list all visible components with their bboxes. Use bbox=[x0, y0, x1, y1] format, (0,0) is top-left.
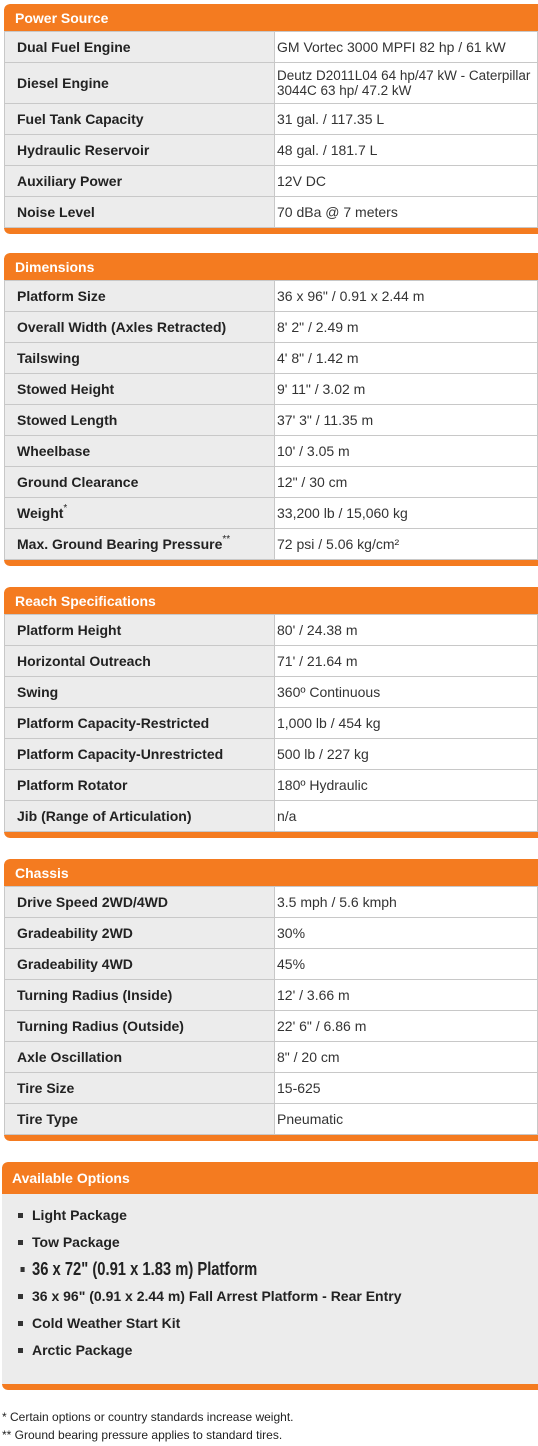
section-title: Reach Specifications bbox=[4, 587, 538, 614]
option-label: Tow Package bbox=[32, 1234, 120, 1250]
square-bullet-icon bbox=[21, 1267, 25, 1272]
row-label: Wheelbase bbox=[5, 436, 275, 467]
row-value: 33,200 lb / 15,060 kg bbox=[275, 498, 538, 529]
row-label: Horizontal Outreach bbox=[5, 646, 275, 677]
row-value: 180º Hydraulic bbox=[275, 770, 538, 801]
power-source-section bbox=[4, 4, 538, 234]
row-label: Platform Capacity-Unrestricted bbox=[5, 739, 275, 770]
row-value: 80' / 24.38 m bbox=[275, 615, 538, 646]
row-value: Deutz D2011L04 64 hp/47 kW - Caterpillar 3044C 63 hp/ 47.2 kW bbox=[275, 63, 538, 104]
row-value: 1,000 lb / 454 kg bbox=[275, 708, 538, 739]
section-footer-bar bbox=[4, 560, 538, 566]
row-label: Auxiliary Power bbox=[5, 166, 275, 197]
table-row bbox=[5, 312, 538, 343]
table-row bbox=[5, 343, 538, 374]
row-value: 36 x 96" / 0.91 x 2.44 m bbox=[275, 281, 538, 312]
option-label: Arctic Package bbox=[32, 1342, 133, 1358]
row-value: GM Vortec 3000 MPFI 82 hp / 61 kW bbox=[275, 32, 538, 63]
table-row bbox=[5, 677, 538, 708]
row-value: 70 dBa @ 7 meters bbox=[275, 197, 538, 228]
list-item bbox=[2, 1229, 538, 1256]
row-label: Weight bbox=[17, 505, 64, 521]
row-label: Tire Size bbox=[5, 1073, 275, 1104]
table-row bbox=[5, 801, 538, 832]
section-footer-bar bbox=[4, 832, 538, 838]
row-label: Hydraulic Reservoir bbox=[5, 135, 275, 166]
section-title: Power Source bbox=[4, 4, 538, 31]
row-value: 500 lb / 227 kg bbox=[275, 739, 538, 770]
row-label: Tailswing bbox=[5, 343, 275, 374]
row-value: 4' 8" / 1.42 m bbox=[275, 343, 538, 374]
spec-table bbox=[4, 614, 538, 832]
row-value: 12V DC bbox=[275, 166, 538, 197]
table-row bbox=[5, 135, 538, 166]
list-item bbox=[2, 1310, 538, 1337]
row-label: Tire Type bbox=[5, 1104, 275, 1135]
spec-table bbox=[4, 886, 538, 1135]
row-label: Axle Oscillation bbox=[5, 1042, 275, 1073]
table-row bbox=[5, 63, 538, 104]
table-row bbox=[5, 770, 538, 801]
row-label: Gradeability 2WD bbox=[5, 918, 275, 949]
square-bullet-icon bbox=[18, 1294, 23, 1299]
section-footer-bar bbox=[4, 1135, 538, 1141]
reach-specifications-section bbox=[4, 587, 538, 838]
row-label: Diesel Engine bbox=[5, 63, 275, 104]
list-item bbox=[2, 1283, 538, 1310]
row-label: Dual Fuel Engine bbox=[5, 32, 275, 63]
table-row bbox=[5, 281, 538, 312]
table-row bbox=[5, 918, 538, 949]
section-footer-bar bbox=[2, 1384, 538, 1390]
table-row bbox=[5, 1042, 538, 1073]
square-bullet-icon bbox=[18, 1348, 23, 1353]
row-label: Swing bbox=[5, 677, 275, 708]
row-value: 71' / 21.64 m bbox=[275, 646, 538, 677]
row-value: Pneumatic bbox=[275, 1104, 538, 1135]
square-bullet-icon bbox=[18, 1321, 23, 1326]
table-row bbox=[5, 615, 538, 646]
row-label: Ground Clearance bbox=[5, 467, 275, 498]
list-item bbox=[2, 1202, 538, 1229]
section-footer-bar bbox=[4, 228, 538, 234]
row-value: 12' / 3.66 m bbox=[275, 980, 538, 1011]
row-value: 3.5 mph / 5.6 kmph bbox=[275, 887, 538, 918]
row-value: 31 gal. / 117.35 L bbox=[275, 104, 538, 135]
row-value: 10' / 3.05 m bbox=[275, 436, 538, 467]
row-label-cell bbox=[5, 529, 275, 560]
option-label: 36 x 72" (0.91 x 1.83 m) Platform bbox=[32, 1259, 258, 1279]
list-item bbox=[2, 1337, 538, 1364]
row-label: Turning Radius (Outside) bbox=[5, 1011, 275, 1042]
table-row bbox=[5, 646, 538, 677]
list-item bbox=[7, 1256, 447, 1283]
row-label: Gradeability 4WD bbox=[5, 949, 275, 980]
row-value: 72 psi / 5.06 kg/cm² bbox=[275, 529, 538, 560]
table-row bbox=[5, 197, 538, 228]
section-title: Chassis bbox=[4, 859, 538, 886]
table-row bbox=[5, 374, 538, 405]
row-label: Fuel Tank Capacity bbox=[5, 104, 275, 135]
footnote-ground-pressure: ** Ground bearing pressure applies to standard tires. bbox=[2, 1428, 283, 1442]
footnotes bbox=[2, 1408, 294, 1444]
table-row bbox=[5, 498, 538, 529]
table-row bbox=[5, 467, 538, 498]
chassis-section bbox=[4, 859, 538, 1141]
row-label: Max. Ground Bearing Pressure bbox=[17, 536, 223, 552]
row-value: 9' 11" / 3.02 m bbox=[275, 374, 538, 405]
table-row bbox=[5, 436, 538, 467]
row-label: Drive Speed 2WD/4WD bbox=[5, 887, 275, 918]
square-bullet-icon bbox=[18, 1213, 23, 1218]
row-label: Platform Size bbox=[5, 281, 275, 312]
footnote-marker: * bbox=[63, 503, 68, 514]
spec-table bbox=[4, 31, 538, 228]
row-value: 45% bbox=[275, 949, 538, 980]
option-label: 36 x 96" (0.91 x 2.44 m) Fall Arrest Platform - Rear Entry bbox=[32, 1288, 402, 1304]
table-row bbox=[5, 529, 538, 560]
footnote-marker: ** bbox=[222, 534, 231, 545]
table-row bbox=[5, 980, 538, 1011]
option-label: Cold Weather Start Kit bbox=[32, 1315, 181, 1331]
row-value: n/a bbox=[275, 801, 538, 832]
row-label: Stowed Height bbox=[5, 374, 275, 405]
table-row bbox=[5, 104, 538, 135]
table-row bbox=[5, 166, 538, 197]
table-row bbox=[5, 949, 538, 980]
row-label: Jib (Range of Articulation) bbox=[5, 801, 275, 832]
row-value: 8' 2" / 2.49 m bbox=[275, 312, 538, 343]
row-label: Platform Rotator bbox=[5, 770, 275, 801]
row-value: 15-625 bbox=[275, 1073, 538, 1104]
row-label-cell bbox=[5, 498, 275, 529]
available-options-section bbox=[2, 1162, 538, 1390]
row-label: Turning Radius (Inside) bbox=[5, 980, 275, 1011]
table-row bbox=[5, 32, 538, 63]
footnote-weight: * Certain options or country standards increase weight. bbox=[2, 1410, 294, 1424]
row-value: 8" / 20 cm bbox=[275, 1042, 538, 1073]
table-row bbox=[5, 1073, 538, 1104]
row-label: Platform Capacity-Restricted bbox=[5, 708, 275, 739]
table-row bbox=[5, 405, 538, 436]
row-value: 12" / 30 cm bbox=[275, 467, 538, 498]
dimensions-section bbox=[4, 253, 538, 566]
row-value: 37' 3" / 11.35 m bbox=[275, 405, 538, 436]
option-label: Light Package bbox=[32, 1207, 127, 1223]
row-label: Platform Height bbox=[5, 615, 275, 646]
row-label: Noise Level bbox=[5, 197, 275, 228]
section-title: Dimensions bbox=[4, 253, 538, 280]
table-row bbox=[5, 708, 538, 739]
row-value: 360º Continuous bbox=[275, 677, 538, 708]
section-title: Available Options bbox=[2, 1162, 538, 1194]
row-value: 48 gal. / 181.7 L bbox=[275, 135, 538, 166]
square-bullet-icon bbox=[18, 1240, 23, 1245]
options-list bbox=[2, 1194, 538, 1364]
table-row bbox=[5, 1011, 538, 1042]
table-row bbox=[5, 739, 538, 770]
table-row bbox=[5, 1104, 538, 1135]
row-label: Stowed Length bbox=[5, 405, 275, 436]
spec-table bbox=[4, 280, 538, 560]
row-value: 22' 6" / 6.86 m bbox=[275, 1011, 538, 1042]
table-row bbox=[5, 887, 538, 918]
row-value: 30% bbox=[275, 918, 538, 949]
row-label: Overall Width (Axles Retracted) bbox=[5, 312, 275, 343]
